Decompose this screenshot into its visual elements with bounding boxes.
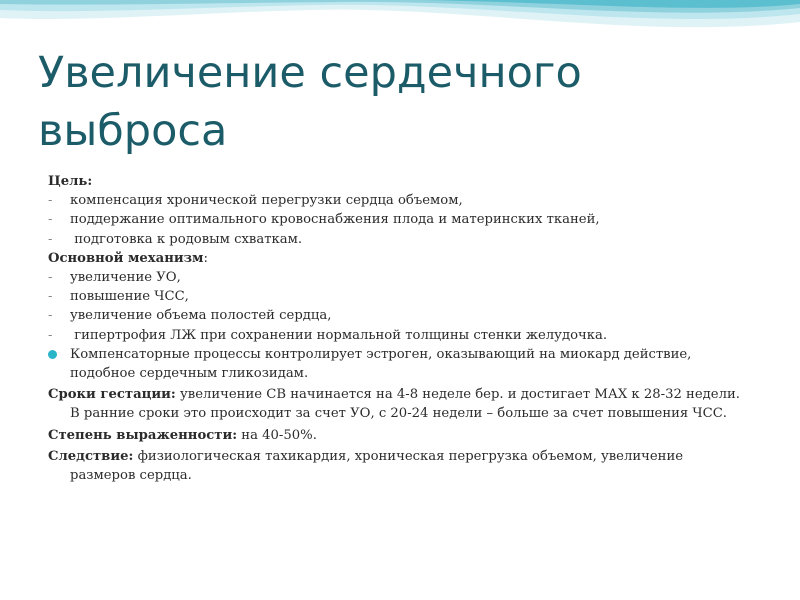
degree-text: на 40-50%. <box>237 427 317 443</box>
mechanism-item-4 <box>48 326 748 345</box>
consequence-paragraph <box>48 447 748 485</box>
mechanism-item-3 <box>48 306 748 325</box>
degree-paragraph <box>48 426 748 445</box>
goal-item-2 <box>48 210 748 229</box>
goal-item-3-text: подготовка к родовым схваткам. <box>70 231 303 247</box>
goal-item-1-text: компенсация хронической перегрузки сердца объемом, <box>70 193 463 209</box>
mechanism-heading-suffix: : <box>203 250 208 266</box>
goal-item-2-text: поддержание оптимального кровоснабжения плода и материнских тканей, <box>70 212 600 228</box>
dash-marker: - <box>48 308 53 324</box>
compensation-text: Компенсаторные процессы контролирует эстроген, оказывающий на миокард действие, подобное сердечным гликозидам. <box>70 346 692 382</box>
dash-marker: - <box>48 193 53 209</box>
mechanism-item-1 <box>48 268 748 287</box>
mechanism-item-4-text: гипертрофия ЛЖ при сохранении нормальной толщины стенки желудочка. <box>70 327 608 343</box>
terms-paragraph <box>48 385 748 423</box>
goal-heading: Цель: <box>48 174 93 189</box>
title-line-1: Увеличение сердечного <box>38 48 582 98</box>
dash-marker: - <box>48 327 53 343</box>
goal-item-3 <box>48 230 748 249</box>
mechanism-item-2 <box>48 287 748 306</box>
consequence-label: Следствие: <box>48 448 134 464</box>
title-line-2: выброса <box>38 106 228 156</box>
slide-content <box>48 172 748 485</box>
consequence-text: физиологическая тахикардия, хроническая перегрузка объемом, увеличение размеров сердца. <box>70 448 684 484</box>
dash-marker: - <box>48 270 53 286</box>
round-bullet-icon <box>48 350 57 359</box>
mechanism-item-1-text: увеличение УО, <box>70 270 181 286</box>
degree-label: Степень выраженности: <box>48 427 238 443</box>
terms-text: увеличение СВ начинается на 4-8 неделе бер. и достигает МАХ к 28-32 недели. В ранние сроки это происходит за счет УО, с 20-24 недели – больше за счет повышения ЧСС. <box>70 387 740 422</box>
terms-label: Сроки гестации: <box>48 387 176 403</box>
mechanism-item-2-text: повышение ЧСС, <box>70 289 189 305</box>
goal-item-1 <box>48 191 748 210</box>
dash-marker: - <box>48 231 53 247</box>
mechanism-item-3-text: увеличение объема полостей сердца, <box>70 308 332 324</box>
dash-marker: - <box>48 289 53 305</box>
mechanism-heading: Основной механизм <box>48 250 204 266</box>
slide-title <box>38 44 758 160</box>
mechanism-heading-line <box>48 249 748 268</box>
compensation-paragraph <box>48 345 748 383</box>
dash-marker: - <box>48 212 53 228</box>
